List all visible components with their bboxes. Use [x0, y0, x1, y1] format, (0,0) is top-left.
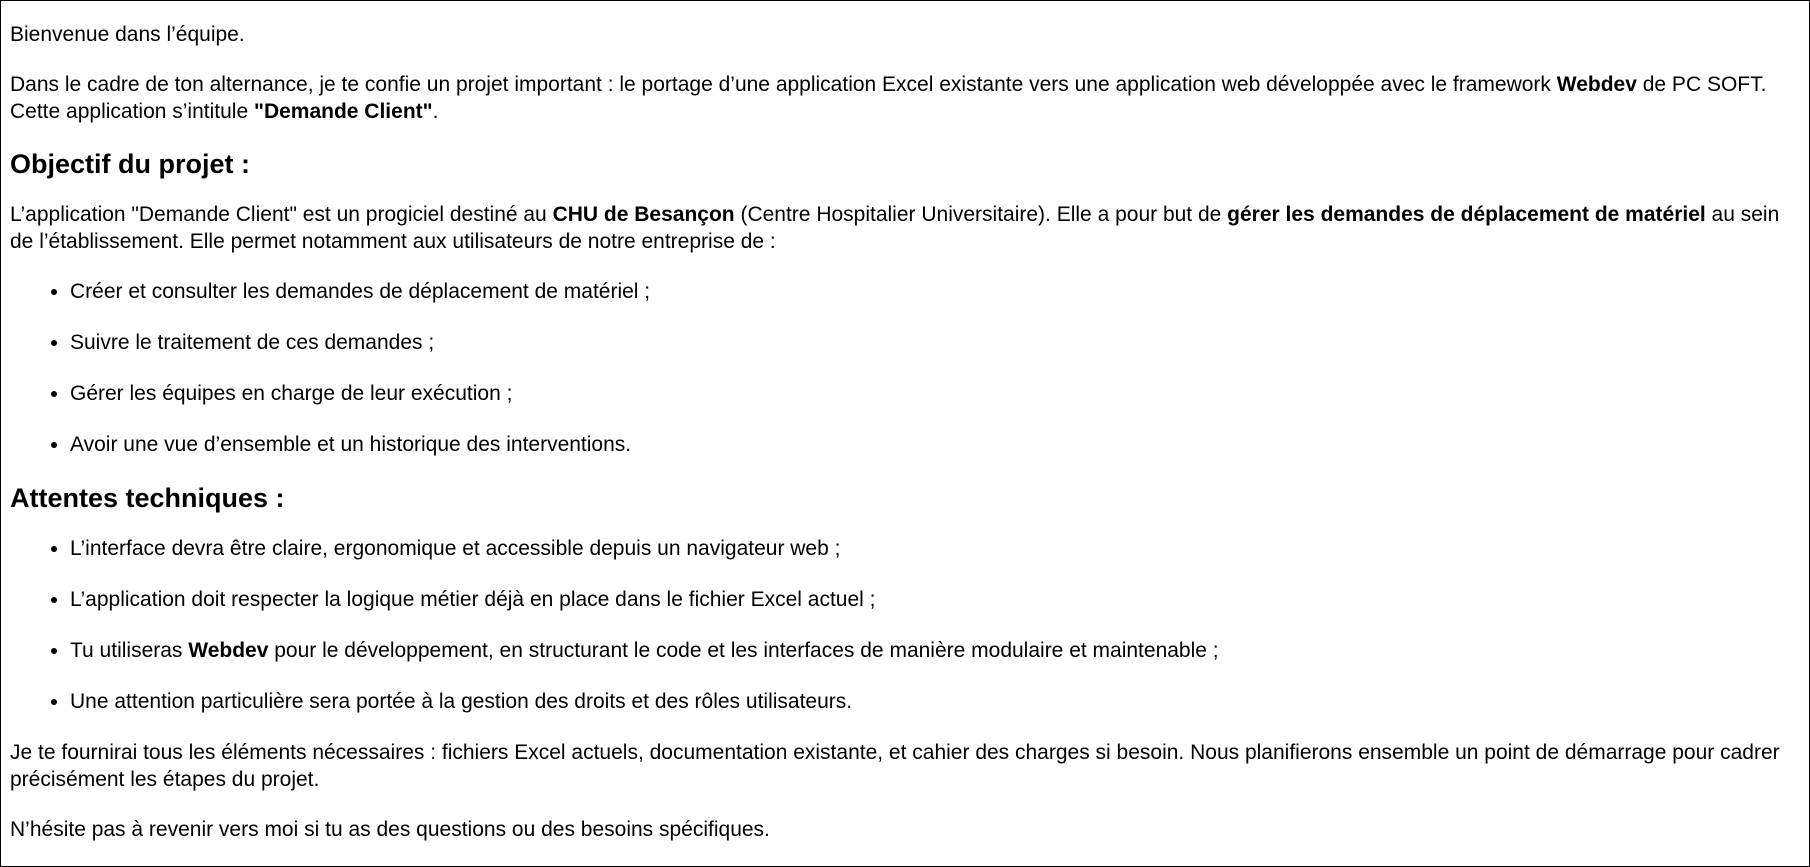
- final-paragraph: N’hésite pas à revenir vers moi si tu as des questions ou des besoins spécifiques.: [10, 818, 770, 841]
- list-item: • Gérer les équipes en charge de leur exécution ;: [70, 380, 1800, 407]
- list-item: • Avoir une vue d’ensemble et un historique des interventions.: [70, 431, 1800, 458]
- technical-heading: Attentes techniques :: [10, 483, 285, 513]
- technical-item3-text-2: pour le développement, en structurant le code et les interfaces de manière modulaire et maintenable ;: [268, 639, 1219, 662]
- objective-list: [10, 278, 1800, 458]
- greeting: Bienvenue dans l’équipe.: [10, 23, 245, 46]
- closing-paragraph: Je te fournirai tous les éléments nécessaires : fichiers Excel actuels, documentation existante, et cahier des charges si besoin. Nous planifierons ensemble un point de démarrage pour cadrer précisément les étapes du projet.: [10, 741, 1780, 791]
- technical-list: [10, 535, 1800, 715]
- list-item: • Créer et consulter les demandes de déplacement de matériel ;: [70, 278, 1800, 305]
- intro-webdev: Webdev: [1556, 73, 1637, 96]
- list-item: [70, 637, 1800, 664]
- objective-chu: CHU de Besançon: [552, 203, 735, 226]
- objective-text-2: (Centre Hospitalier Universitaire). Elle a pour but de: [734, 203, 1228, 226]
- list-item: • Une attention particulière sera portée à la gestion des droits et des rôles utilisateurs.: [70, 688, 1800, 715]
- objective-paragraph: [10, 201, 1800, 255]
- objective-heading: Objectif du projet :: [10, 149, 250, 179]
- technical-item3-text-1: Tu utiliseras: [70, 639, 189, 662]
- intro-text-1: Dans le cadre de ton alternance, je te confie un projet important : le portage d’une application Excel existante vers une application web développée avec le framework: [10, 73, 1557, 96]
- list-item: • L’interface devra être claire, ergonomique et accessible depuis un navigateur web ;: [70, 535, 1800, 562]
- list-item: • Suivre le traitement de ces demandes ;: [70, 329, 1800, 356]
- objective-text-3: au sein de l’établissement. Elle permet notamment aux utilisateurs de notre entreprise de :: [10, 203, 1780, 253]
- objective-text-1: L’application "Demande Client" est un progiciel destiné au: [10, 203, 553, 226]
- technical-item3-webdev: Webdev: [188, 639, 269, 662]
- intro-paragraph: [10, 71, 1800, 125]
- intro-text-2: de PC SOFT. Cette application s’intitule: [10, 73, 1767, 123]
- intro-app-name: "Demande Client": [253, 100, 433, 123]
- objective-goal: gérer les demandes de déplacement de matériel: [1227, 203, 1706, 226]
- list-item: • L’application doit respecter la logique métier déjà en place dans le fichier Excel actuel ;: [70, 586, 1800, 613]
- intro-text-3: .: [432, 100, 439, 123]
